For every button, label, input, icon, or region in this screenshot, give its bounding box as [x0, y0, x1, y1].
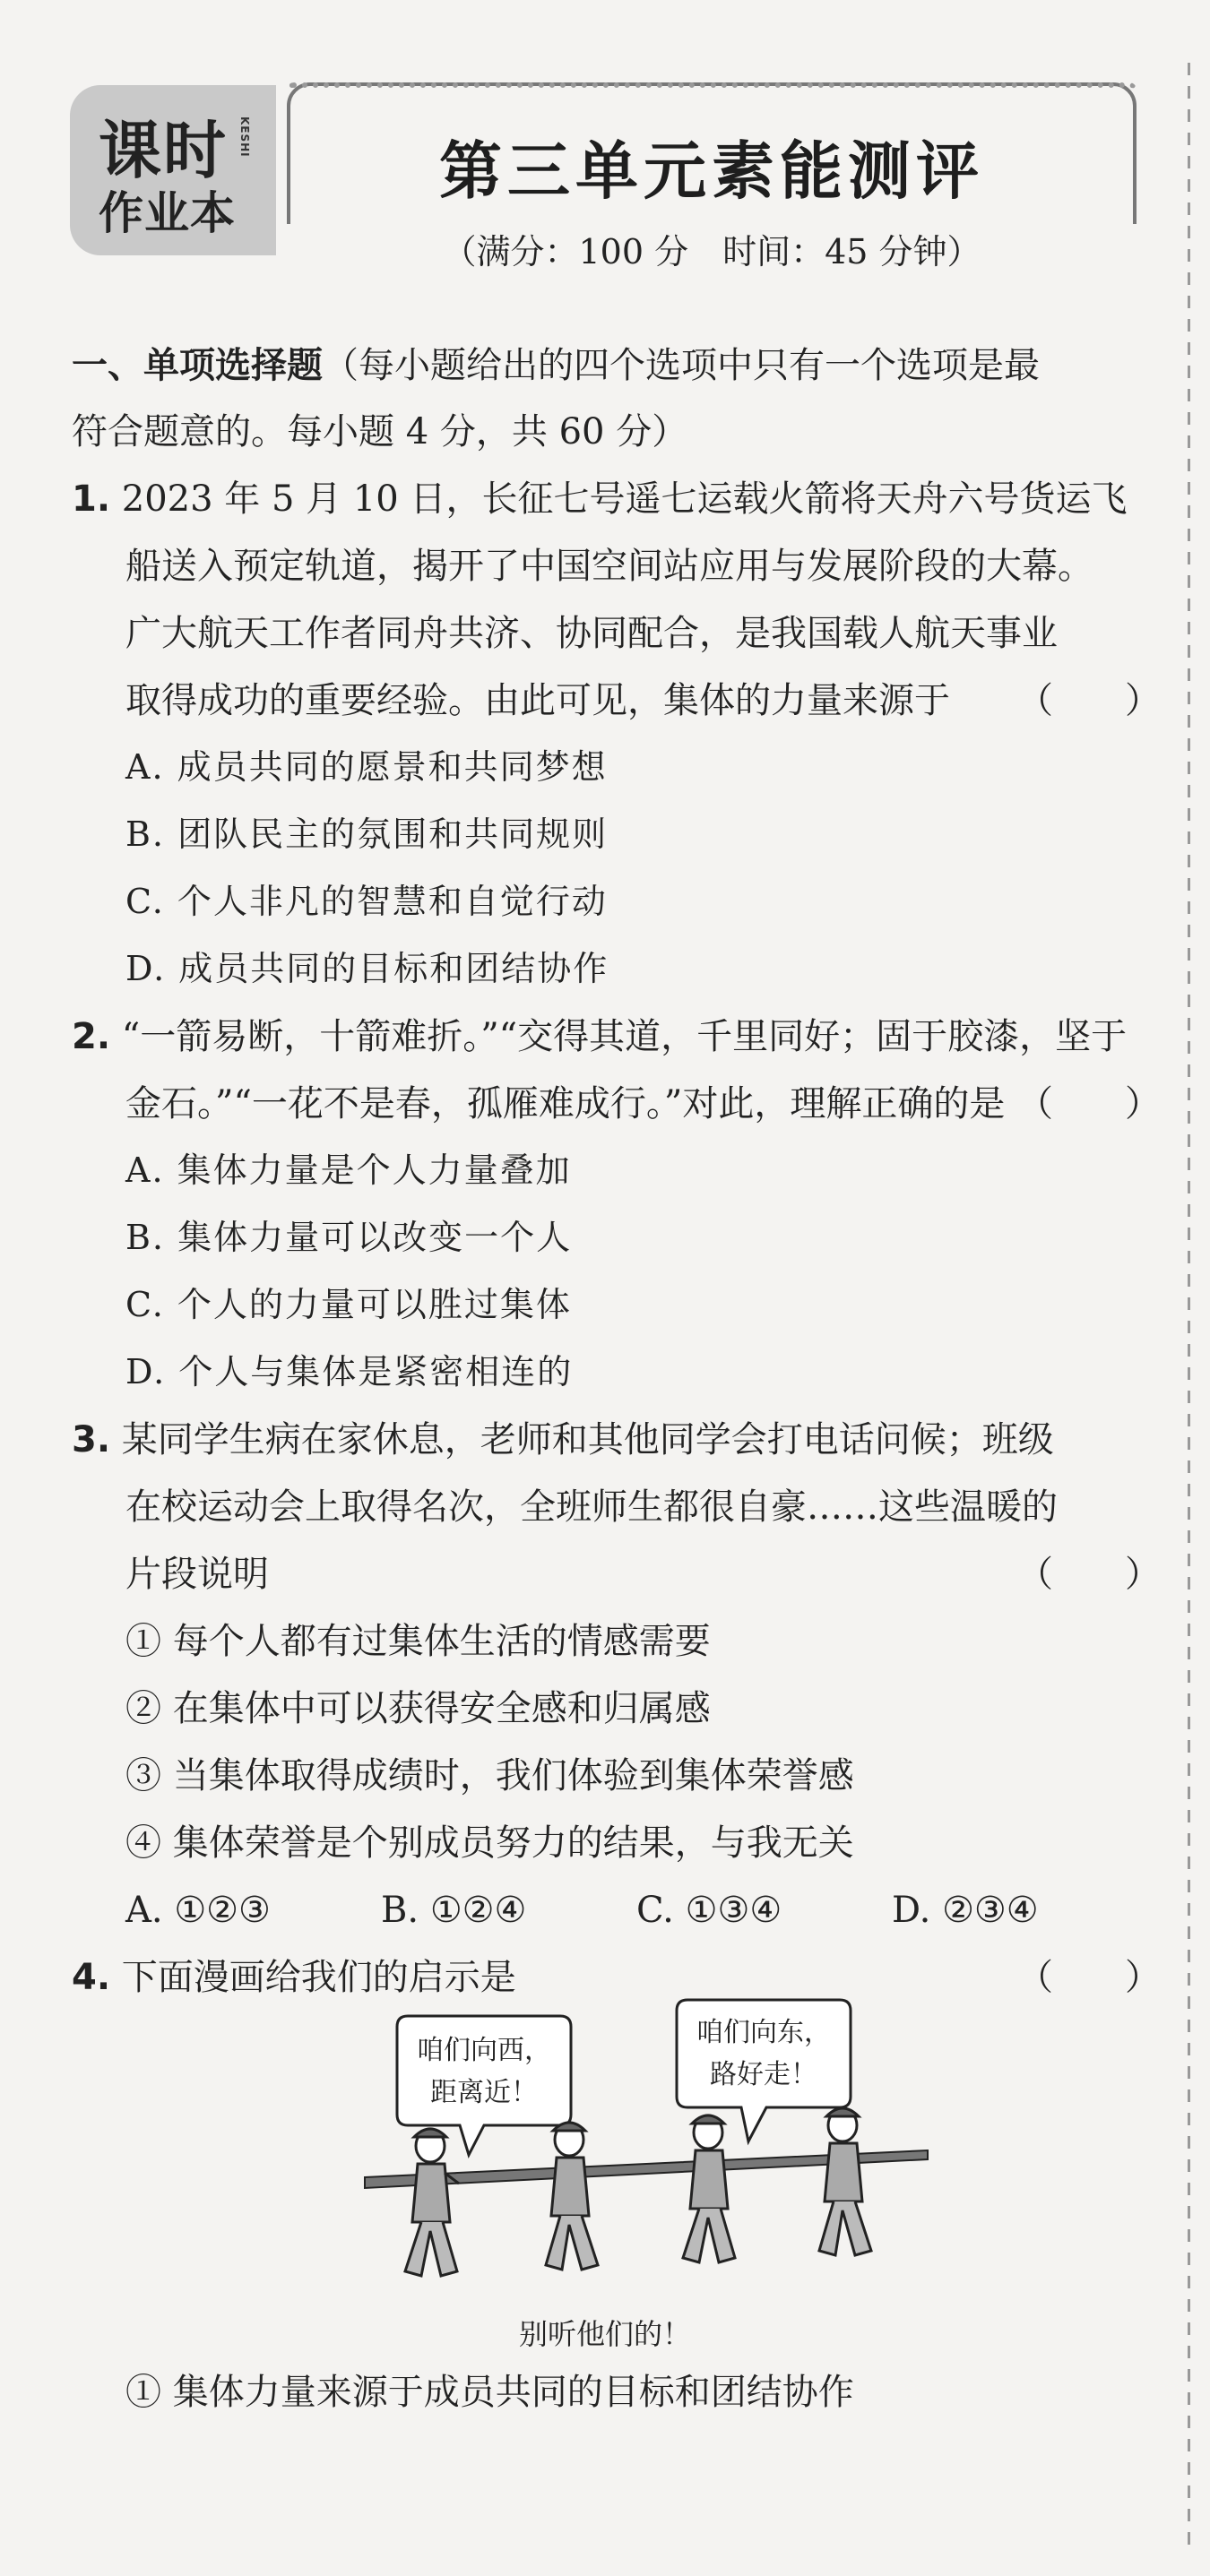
question-1-option-b[interactable]: B. 团队民主的氛围和共同规则	[125, 814, 609, 854]
question-3-text-1: 某同学生病在家休息，老师和其他同学会打电话问候；班级	[121, 1419, 1054, 1460]
question-3-statement-2: ② 在集体中可以获得安全感和归属感	[125, 1688, 711, 1729]
question-4-number: 4.	[72, 1957, 111, 1998]
question-2-option-c[interactable]: C. 个人的力量可以胜过集体	[125, 1285, 572, 1324]
binding-margin-rule	[1188, 63, 1190, 2554]
question-2-text-1: “一箭易断，十箭难折。”“交得其道，千里同好；固于胶漆，坚于	[121, 1016, 1128, 1057]
question-4-statement-1: ① 集体力量来源于成员共同的目标和团结协作	[125, 2372, 854, 2413]
cartoon-caption: 别听他们的！	[518, 2317, 691, 2351]
question-2-option-b[interactable]: B. 集体力量可以改变一个人	[125, 1218, 573, 1257]
question-2-line2: 金石。”“一花不是春，孤雁难成行。”对此，理解正确的是	[125, 1083, 1006, 1124]
cartoon-illustration	[354, 1998, 937, 2303]
badge-line2: 作业本	[99, 187, 236, 239]
section-instruction	[72, 345, 1040, 386]
question-3-line1	[72, 1419, 1054, 1460]
worker-2	[546, 2123, 598, 2270]
instruction-line2: 符合题意的。每小题 4 分，共 60 分）	[72, 411, 688, 452]
question-3-line2: 在校运动会上取得名次，全班师生都很自豪……这些温暖的	[125, 1486, 1058, 1528]
question-3-statement-4: ④ 集体荣誉是个别成员努力的结果，与我无关	[125, 1822, 854, 1864]
worker-3	[683, 2115, 735, 2262]
question-1-answer-blank[interactable]: （ ）	[1017, 680, 1161, 721]
question-3-answer-blank[interactable]: （ ）	[1017, 1554, 1161, 1595]
question-2-answer-blank[interactable]: （ ）	[1017, 1083, 1161, 1124]
badge-line1: 课时	[99, 114, 228, 187]
bubble-left-line2: 距离近！	[430, 2077, 538, 2108]
question-3-number: 3.	[72, 1419, 111, 1460]
question-2-option-d[interactable]: D. 个人与集体是紧密相连的	[125, 1352, 574, 1391]
bubble-left-line1: 咱们向西，	[417, 2035, 551, 2066]
question-3-statement-1: ① 每个人都有过集体生活的情感需要	[125, 1621, 711, 1662]
question-2-number: 2.	[72, 1016, 111, 1057]
section-heading: 一、单项选择题	[72, 345, 323, 386]
question-2-line1	[72, 1016, 1128, 1057]
question-1-line4: 取得成功的重要经验。由此可见，集体的力量来源于	[125, 680, 950, 721]
question-3-statement-3: ③ 当集体取得成绩时，我们体验到集体荣誉感	[125, 1755, 854, 1796]
bubble-right-line2: 路好走！	[710, 2059, 817, 2090]
question-3-choice-b[interactable]: B. ①②④	[381, 1890, 527, 1931]
instruction-line1: （每小题给出的四个选项中只有一个选项是最	[323, 345, 1040, 386]
question-4-text-1: 下面漫画给我们的启示是	[121, 1957, 516, 1998]
page-title: 第三单元素能测评	[439, 134, 984, 208]
question-1-line3: 广大航天工作者同舟共济、协同配合，是我国载人航天事业	[125, 613, 1058, 654]
question-1-line2: 船送入预定轨道，揭开了中国空间站应用与发展阶段的大幕。	[125, 546, 1093, 587]
question-2-option-a[interactable]: A. 集体力量是个人力量叠加	[125, 1150, 572, 1190]
bubble-right-line1: 咱们向东，	[696, 2017, 831, 2048]
score-time	[287, 224, 1137, 273]
badge-pinyin: KESHI	[238, 116, 251, 158]
question-3-choice-a[interactable]: A. ①②③	[125, 1890, 271, 1931]
question-3-choice-c[interactable]: C. ①③④	[636, 1890, 782, 1931]
question-3-choice-d[interactable]: D. ②③④	[892, 1890, 1039, 1931]
question-3-line3: 片段说明	[125, 1554, 269, 1595]
worker-1	[405, 2129, 459, 2276]
question-1-option-a[interactable]: A. 成员共同的愿景和共同梦想	[125, 747, 608, 787]
worker-4	[819, 2108, 871, 2255]
question-4-answer-blank[interactable]: （ ）	[1017, 1957, 1161, 1998]
question-4-line1	[72, 1957, 516, 1998]
score-time-text: （满分：100 分 时间：45 分钟）	[426, 232, 997, 271]
question-1-option-c[interactable]: C. 个人非凡的智慧和自觉行动	[125, 882, 608, 921]
question-1-option-d[interactable]: D. 成员共同的目标和团结协作	[125, 949, 609, 988]
question-1-number: 1.	[72, 478, 111, 520]
question-1-line1	[72, 478, 1128, 520]
question-1-text-1: 2023 年 5 月 10 日，长征七号遥七运载火箭将天舟六号货运飞	[121, 478, 1128, 520]
